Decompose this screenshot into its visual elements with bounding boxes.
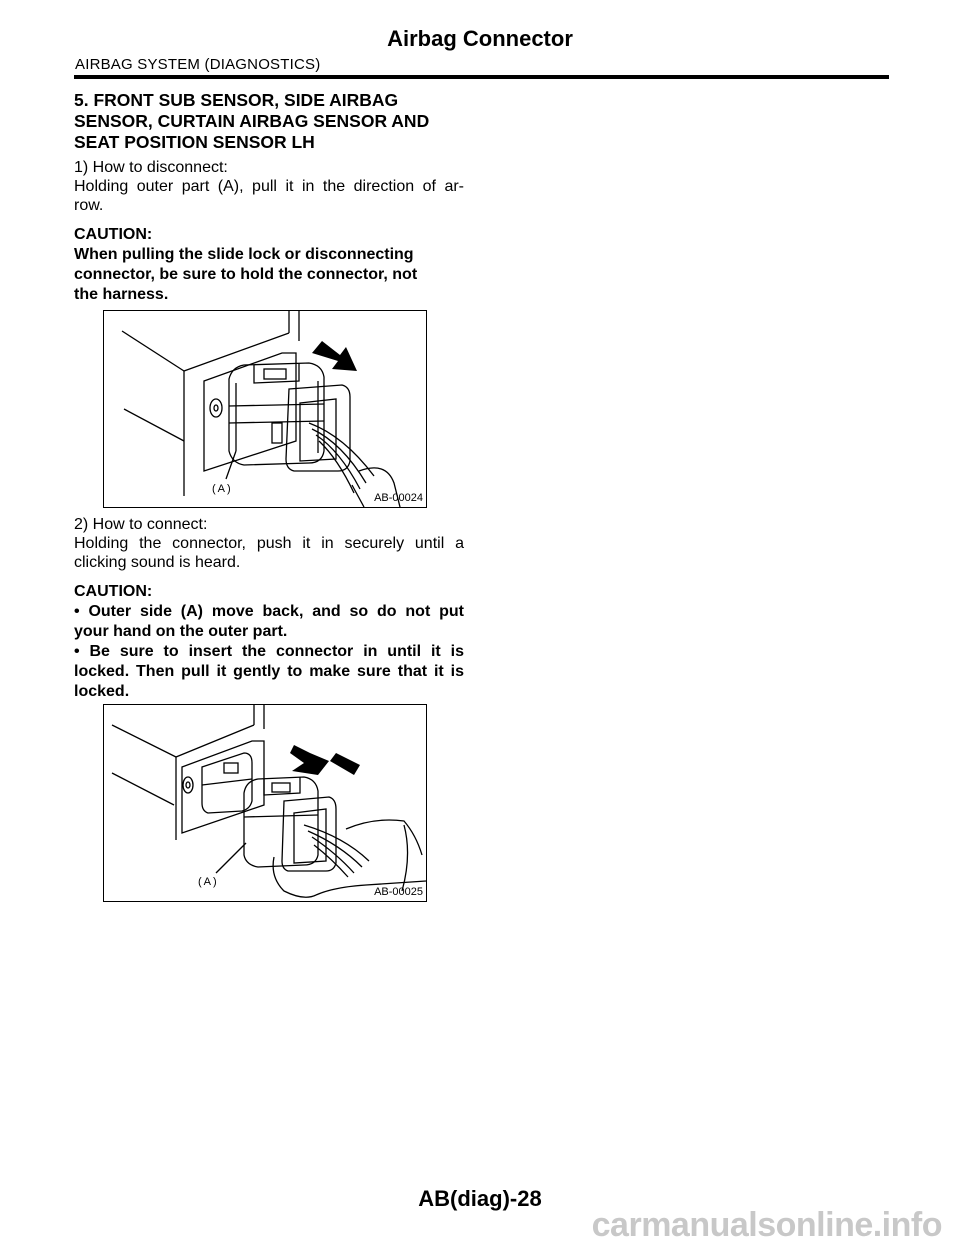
connector-disconnect-illustration: [104, 311, 426, 507]
callout-a: (A): [212, 483, 233, 495]
step-2-text: clicking sound is heard.: [74, 554, 241, 571]
page-number: AB(diag)-28: [418, 1186, 542, 1211]
caution-text: locked.: [74, 683, 130, 700]
caution-label: CAUTION:: [74, 583, 153, 600]
figure-disconnect: [103, 310, 427, 508]
direction-arrow: [290, 745, 360, 775]
caution-text: connector, be sure to hold the connector, not: [74, 266, 418, 283]
step-1-text: row.: [74, 197, 104, 214]
caution-1: [74, 225, 464, 305]
step-1-text: Holding outer part (A), pull it in the direction of ar-: [74, 178, 464, 195]
caution-text: the harness.: [74, 286, 169, 303]
step-2: [74, 515, 464, 572]
caution-text: your hand on the outer part.: [74, 623, 288, 640]
figure-code: AB-00025: [374, 886, 423, 898]
figure-connect: [103, 704, 427, 902]
caution-text: • Outer side (A) move back, and so do not put: [74, 603, 464, 620]
heading-line: SENSOR, CURTAIN AIRBAG SENSOR AND: [74, 111, 430, 131]
heading-line: 5. FRONT SUB SENSOR, SIDE AIRBAG: [74, 90, 399, 110]
caution-2: [74, 582, 464, 702]
page-title: Airbag Connector: [387, 26, 573, 51]
connector-connect-illustration: [104, 705, 426, 901]
step-1-title: 1) How to disconnect:: [74, 159, 228, 176]
caution-text: • Be sure to insert the connector in until it is: [74, 643, 464, 660]
step-1: [74, 158, 464, 215]
heading-line: SEAT POSITION SENSOR LH: [74, 132, 315, 152]
watermark: carmanualsonline.info: [591, 1206, 942, 1244]
caution-text: When pulling the slide lock or disconnecting: [74, 246, 414, 263]
figure-code: AB-00024: [374, 492, 423, 504]
caution-label: CAUTION:: [74, 226, 153, 243]
callout-a: (A): [198, 876, 219, 888]
section-name: AIRBAG SYSTEM (DIAGNOSTICS): [75, 56, 321, 73]
caution-text: locked. Then pull it gently to make sure that it is: [74, 663, 464, 680]
header-rule: [74, 75, 889, 79]
step-2-text: Holding the connector, push it in securely until a: [74, 535, 464, 552]
section-heading: [74, 90, 464, 153]
step-2-title: 2) How to connect:: [74, 516, 208, 533]
